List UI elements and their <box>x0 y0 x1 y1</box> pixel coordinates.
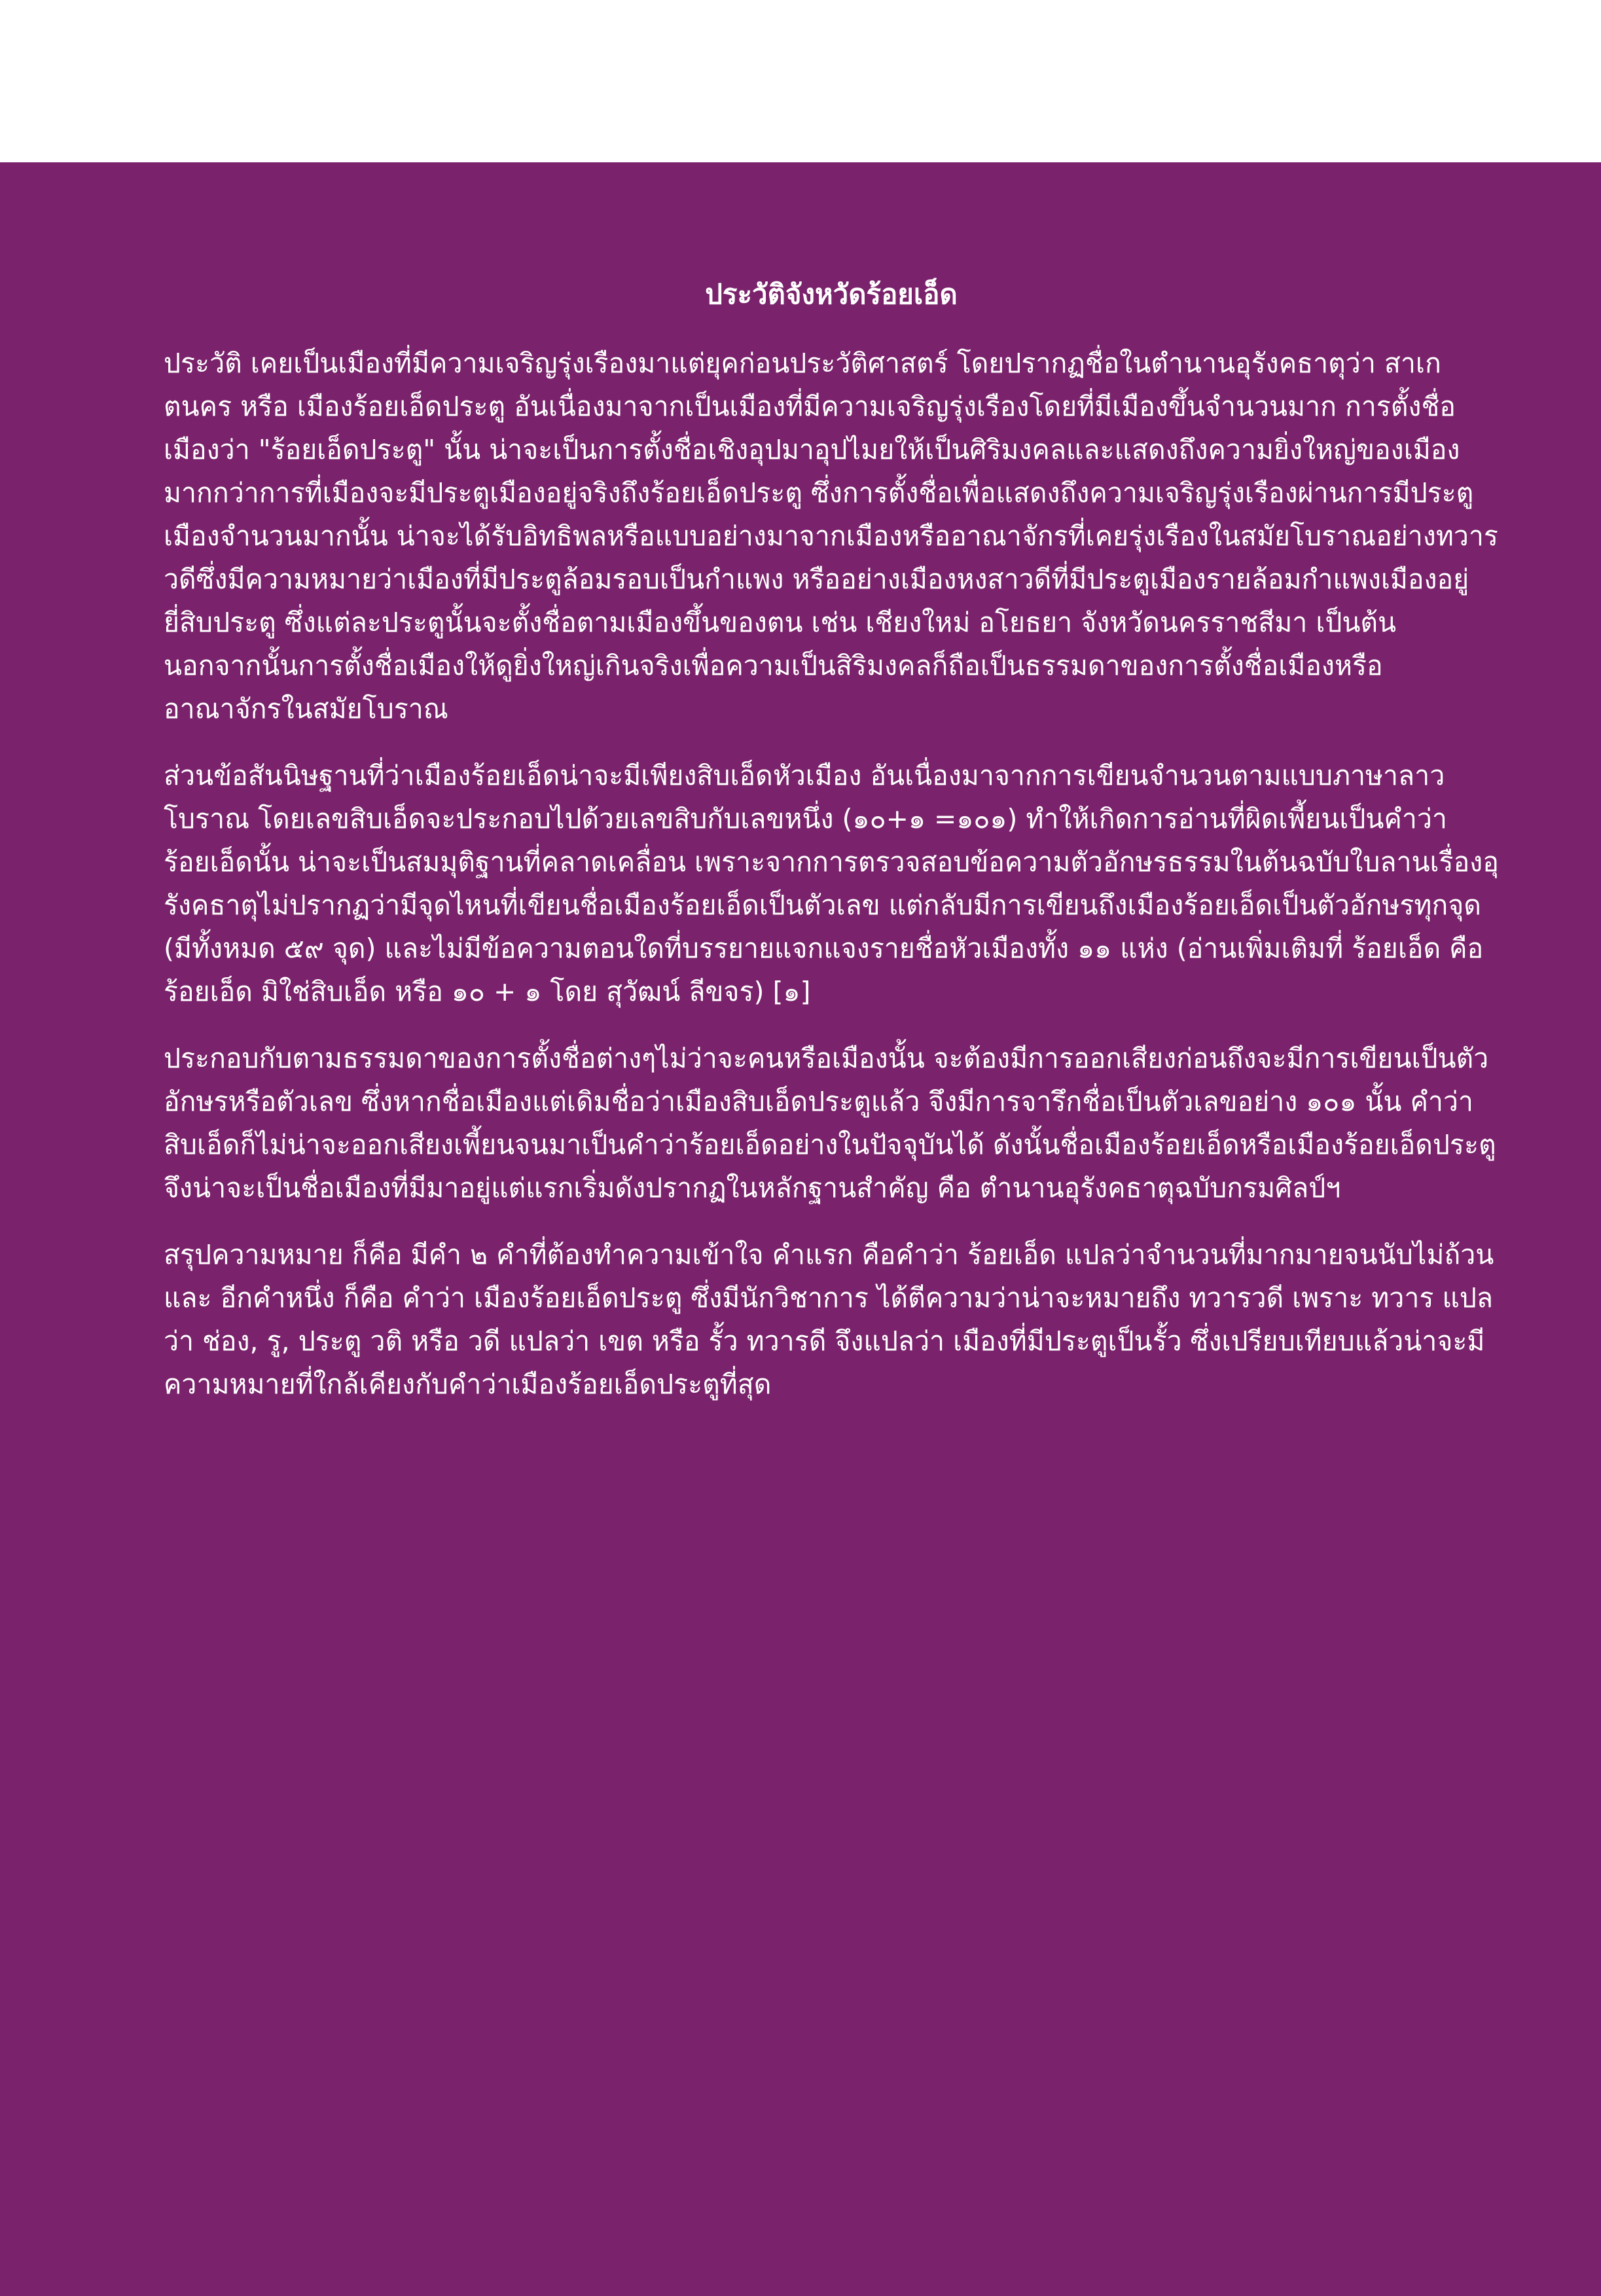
paragraph-eleven-hypothesis: ส่วนข้อสันนิษฐานที่ว่าเมืองร้อยเอ็ดน่าจะมีเพียงสิบเอ็ดหัวเมือง อันเนื่องมาจากการเขียนจำนวนตามแบบภาษาลาวโบราณ โดยเลขสิบเอ็ดจะประกอบไปด้วยเลขสิบกับเลขหนึ่ง (๑๐+๑ =๑๐๑) ทำให้เกิดการอ่านที่ผิดเพี้ยนเป็นคำว่าร้อยเอ็ดนั้น น่าจะเป็นสมมุติฐานที่คลาดเคลื่อน เพราะจากการตรวจสอบข้อความตัวอักษรธรรมในต้นฉบับใบลานเรื่องอุรังคธาตุไม่ปรากฏว่ามีจุดไหนที่เขียนชื่อเมืองร้อยเอ็ดเป็นตัวเลข แต่กลับมีการเขียนถึงเมืองร้อยเอ็ดเป็นตัวอักษรทุกจุด (มีทั้งหมด ๕๙ จุด) และไม่มีข้อความตอนใดที่บรรยายแจกแจงรายชื่อหัวเมืองทั้ง ๑๑ แห่ง (อ่านเพิ่มเติมที่ ร้อยเอ็ด คือ ร้อยเอ็ด มิใช่สิบเอ็ด หรือ ๑๐ + ๑ โดย สุวัฒน์ ลีขจร) [๑] <box>164 760 1499 1007</box>
paragraph-naming-convention: ประกอบกับตามธรรมดาของการตั้งชื่อต่างๆไม่ว่าจะคนหรือเมืองนั้น จะต้องมีการออกเสียงก่อนถึงจะมีการเขียนเป็นตัวอักษรหรือตัวเลข ซึ่งหากชื่อเมืองแต่เดิมชื่อว่าเมืองสิบเอ็ดประตูแล้ว จึงมีการจารึกชื่อเป็นตัวเลขอย่าง ๑๐๑ นั้น คำว่าสิบเอ็ดก็ไม่น่าจะออกเสียงเพี้ยนจนมาเป็นคำว่าร้อยเอ็ดอย่างในปัจจุบันได้ ดังนั้นชื่อเมืองร้อยเอ็ดหรือเมืองร้อยเอ็ดประตูจึงน่าจะเป็นชื่อเมืองที่มีมาอยู่แต่แรกเริ่มดังปรากฏในหลักฐานสำคัญ คือ ตำนานอุรังคธาตุฉบับกรมศิลป์ฯ <box>164 1043 1496 1204</box>
document-title: ประวัติจังหวัดร้อยเอ็ด <box>705 278 958 310</box>
document-body <box>164 275 1499 1429</box>
page-top-margin <box>0 0 1601 162</box>
paragraph-history: ประวัติ เคยเป็นเมืองที่มีความเจริญรุ่งเรืองมาแต่ยุคก่อนประวัติศาสตร์ โดยปรากฏชื่อในตำนานอุรังคธาตุว่า สาเกตนคร หรือ เมืองร้อยเอ็ดประตู อันเนื่องมาจากเป็นเมืองที่มีความเจริญรุ่งเรืองโดยที่มีเมืองขึ้นจำนวนมาก การตั้งชื่อเมืองว่า "ร้อยเอ็ดประตู" นั้น น่าจะเป็นการตั้งชื่อเชิงอุปมาอุปไมยให้เป็นศิริมงคลและแสดงถึงความยิ่งใหญ่ของเมืองมากกว่าการที่เมืองจะมีประตูเมืองอยู่จริงถึงร้อยเอ็ดประตู ซึ่งการตั้งชื่อเพื่อแสดงถึงความเจริญรุ่งเรืองผ่านการมีประตูเมืองจำนวนมากนั้น น่าจะได้รับอิทธิพลหรือแบบอย่างมาจากเมืองหรืออาณาจักรที่เคยรุ่งเรืองในสมัยโบราณอย่างทวารวดีซึ่งมีความหมายว่าเมืองที่มีประตูล้อมรอบเป็นกำแพง หรืออย่างเมืองหงสาวดีที่มีประตูเมืองรายล้อมกำแพงเมืองอยู่ยี่สิบประตู ซึ่งแต่ละประตูนั้นจะตั้งชื่อตามเมืองขึ้นของตน เช่น เชียงใหม่ อโยธยา จังหวัดนครราชสีมา เป็นต้น นอกจากนั้นการตั้งชื่อเมืองให้ดูยิ่งใหญ่เกินจริงเพื่อความเป็นสิริมงคลก็ถือเป็นธรรมดาของการตั้งชื่อเมืองหรืออาณาจักรในสมัยโบราณ <box>164 348 1498 725</box>
paragraph-summary: สรุปความหมาย ก็คือ มีคำ ๒ คำที่ต้องทำความเข้าใจ คำแรก คือคำว่า ร้อยเอ็ด แปลว่าจำนวนที่มากมายจนนับไม่ถ้วน และ อีกคำหนึ่ง ก็คือ คำว่า เมืองร้อยเอ็ดประตู ซึ่งมีนักวิชาการ ได้ตีความว่าน่าจะหมายถึง ทวารวดี เพราะ ทวาร แปลว่า ช่อง, รู, ประตู วติ หรือ วดี แปลว่า เขต หรือ รั้ว ทวารดี จึงแปลว่า เมืองที่มีประตูเป็นรั้ว ซึ่งเปรียบเทียบแล้วน่าจะมีความหมายที่ใกล้เคียงกับคำว่าเมืองร้อยเอ็ดประตูที่สุด <box>164 1239 1494 1400</box>
